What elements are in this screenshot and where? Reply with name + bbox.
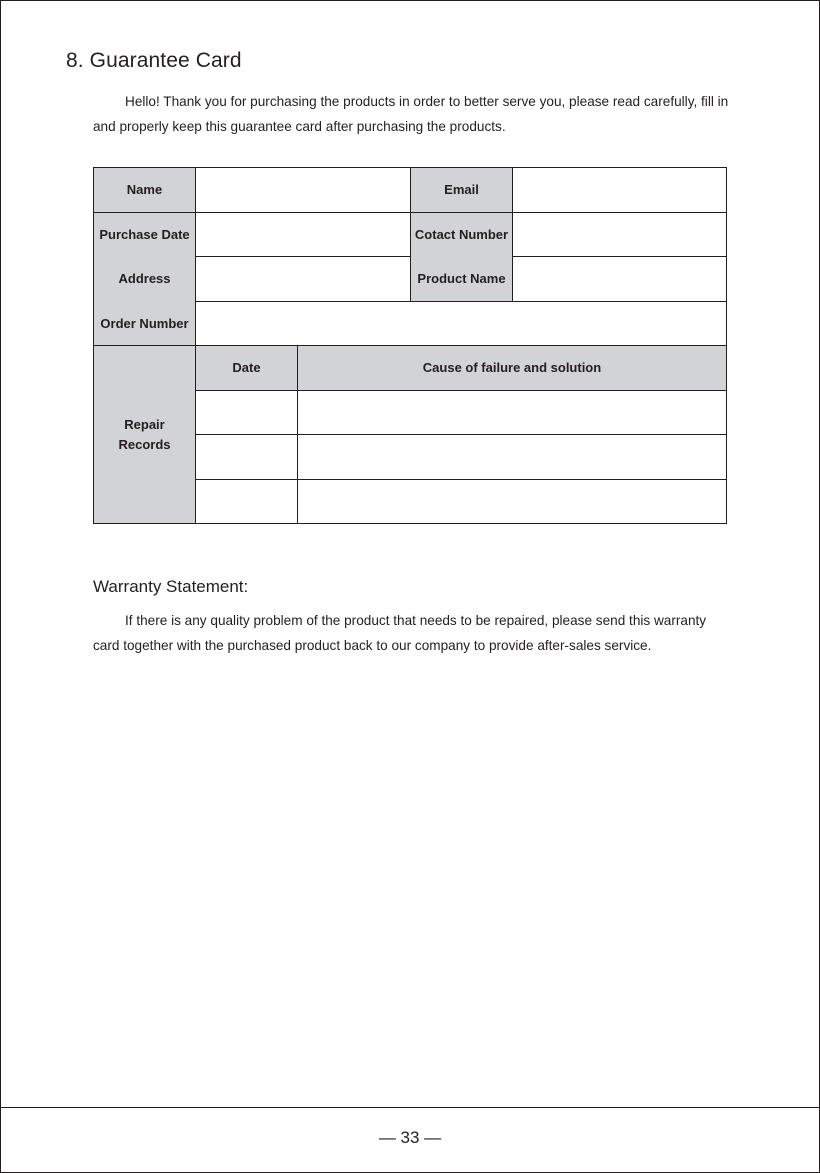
repair-cause-field[interactable]: [298, 390, 727, 435]
table-row: [94, 168, 727, 213]
table-row: [94, 212, 727, 257]
repair-date-field[interactable]: [196, 390, 298, 435]
repair-records-label: [94, 346, 196, 524]
order-number-label: Order Number: [94, 301, 196, 346]
repair-cause-header: Cause of failure and solution: [298, 346, 727, 391]
name-field[interactable]: [196, 168, 411, 213]
intro-paragraph: Hello! Thank you for purchasing the products in order to better serve you, please read carefully, fill in and properly keep this guarantee card after purchasing the products.: [93, 94, 729, 134]
purchase-date-label: Purchase Date: [94, 212, 196, 257]
product-name-label: Product Name: [411, 257, 513, 302]
email-field[interactable]: [513, 168, 727, 213]
repair-cause-field[interactable]: [298, 479, 727, 524]
page-number: — 33 —: [378, 1128, 442, 1147]
table-row: [94, 257, 727, 302]
warranty-text: If there is any quality problem of the product that needs to be repaired, please send this warranty card together with the purchased product back to our company to provide after-sales service.: [93, 613, 707, 653]
repair-date-header: Date: [196, 346, 298, 391]
table-row: [94, 301, 727, 346]
repair-date-field[interactable]: [196, 435, 298, 480]
repair-cause-field[interactable]: [298, 435, 727, 480]
warranty-title: Warranty Statement:: [93, 577, 249, 596]
repair-label-line1: Repair: [124, 416, 165, 432]
contact-number-label: Cotact Number: [411, 212, 513, 257]
address-field[interactable]: [196, 257, 411, 302]
section-title: 8. Guarantee Card: [66, 49, 242, 72]
product-name-field[interactable]: [513, 257, 727, 302]
footer-divider: [0, 1107, 820, 1108]
name-label: Name: [94, 168, 196, 213]
contact-number-field[interactable]: [513, 212, 727, 257]
email-label: Email: [411, 168, 513, 213]
order-number-field[interactable]: [196, 301, 727, 346]
table-row: [94, 346, 727, 391]
repair-label-line2: Records: [118, 436, 171, 452]
guarantee-card-table: [93, 167, 727, 524]
repair-date-field[interactable]: [196, 479, 298, 524]
address-label: Address: [94, 257, 196, 302]
purchase-date-field[interactable]: [196, 212, 411, 257]
